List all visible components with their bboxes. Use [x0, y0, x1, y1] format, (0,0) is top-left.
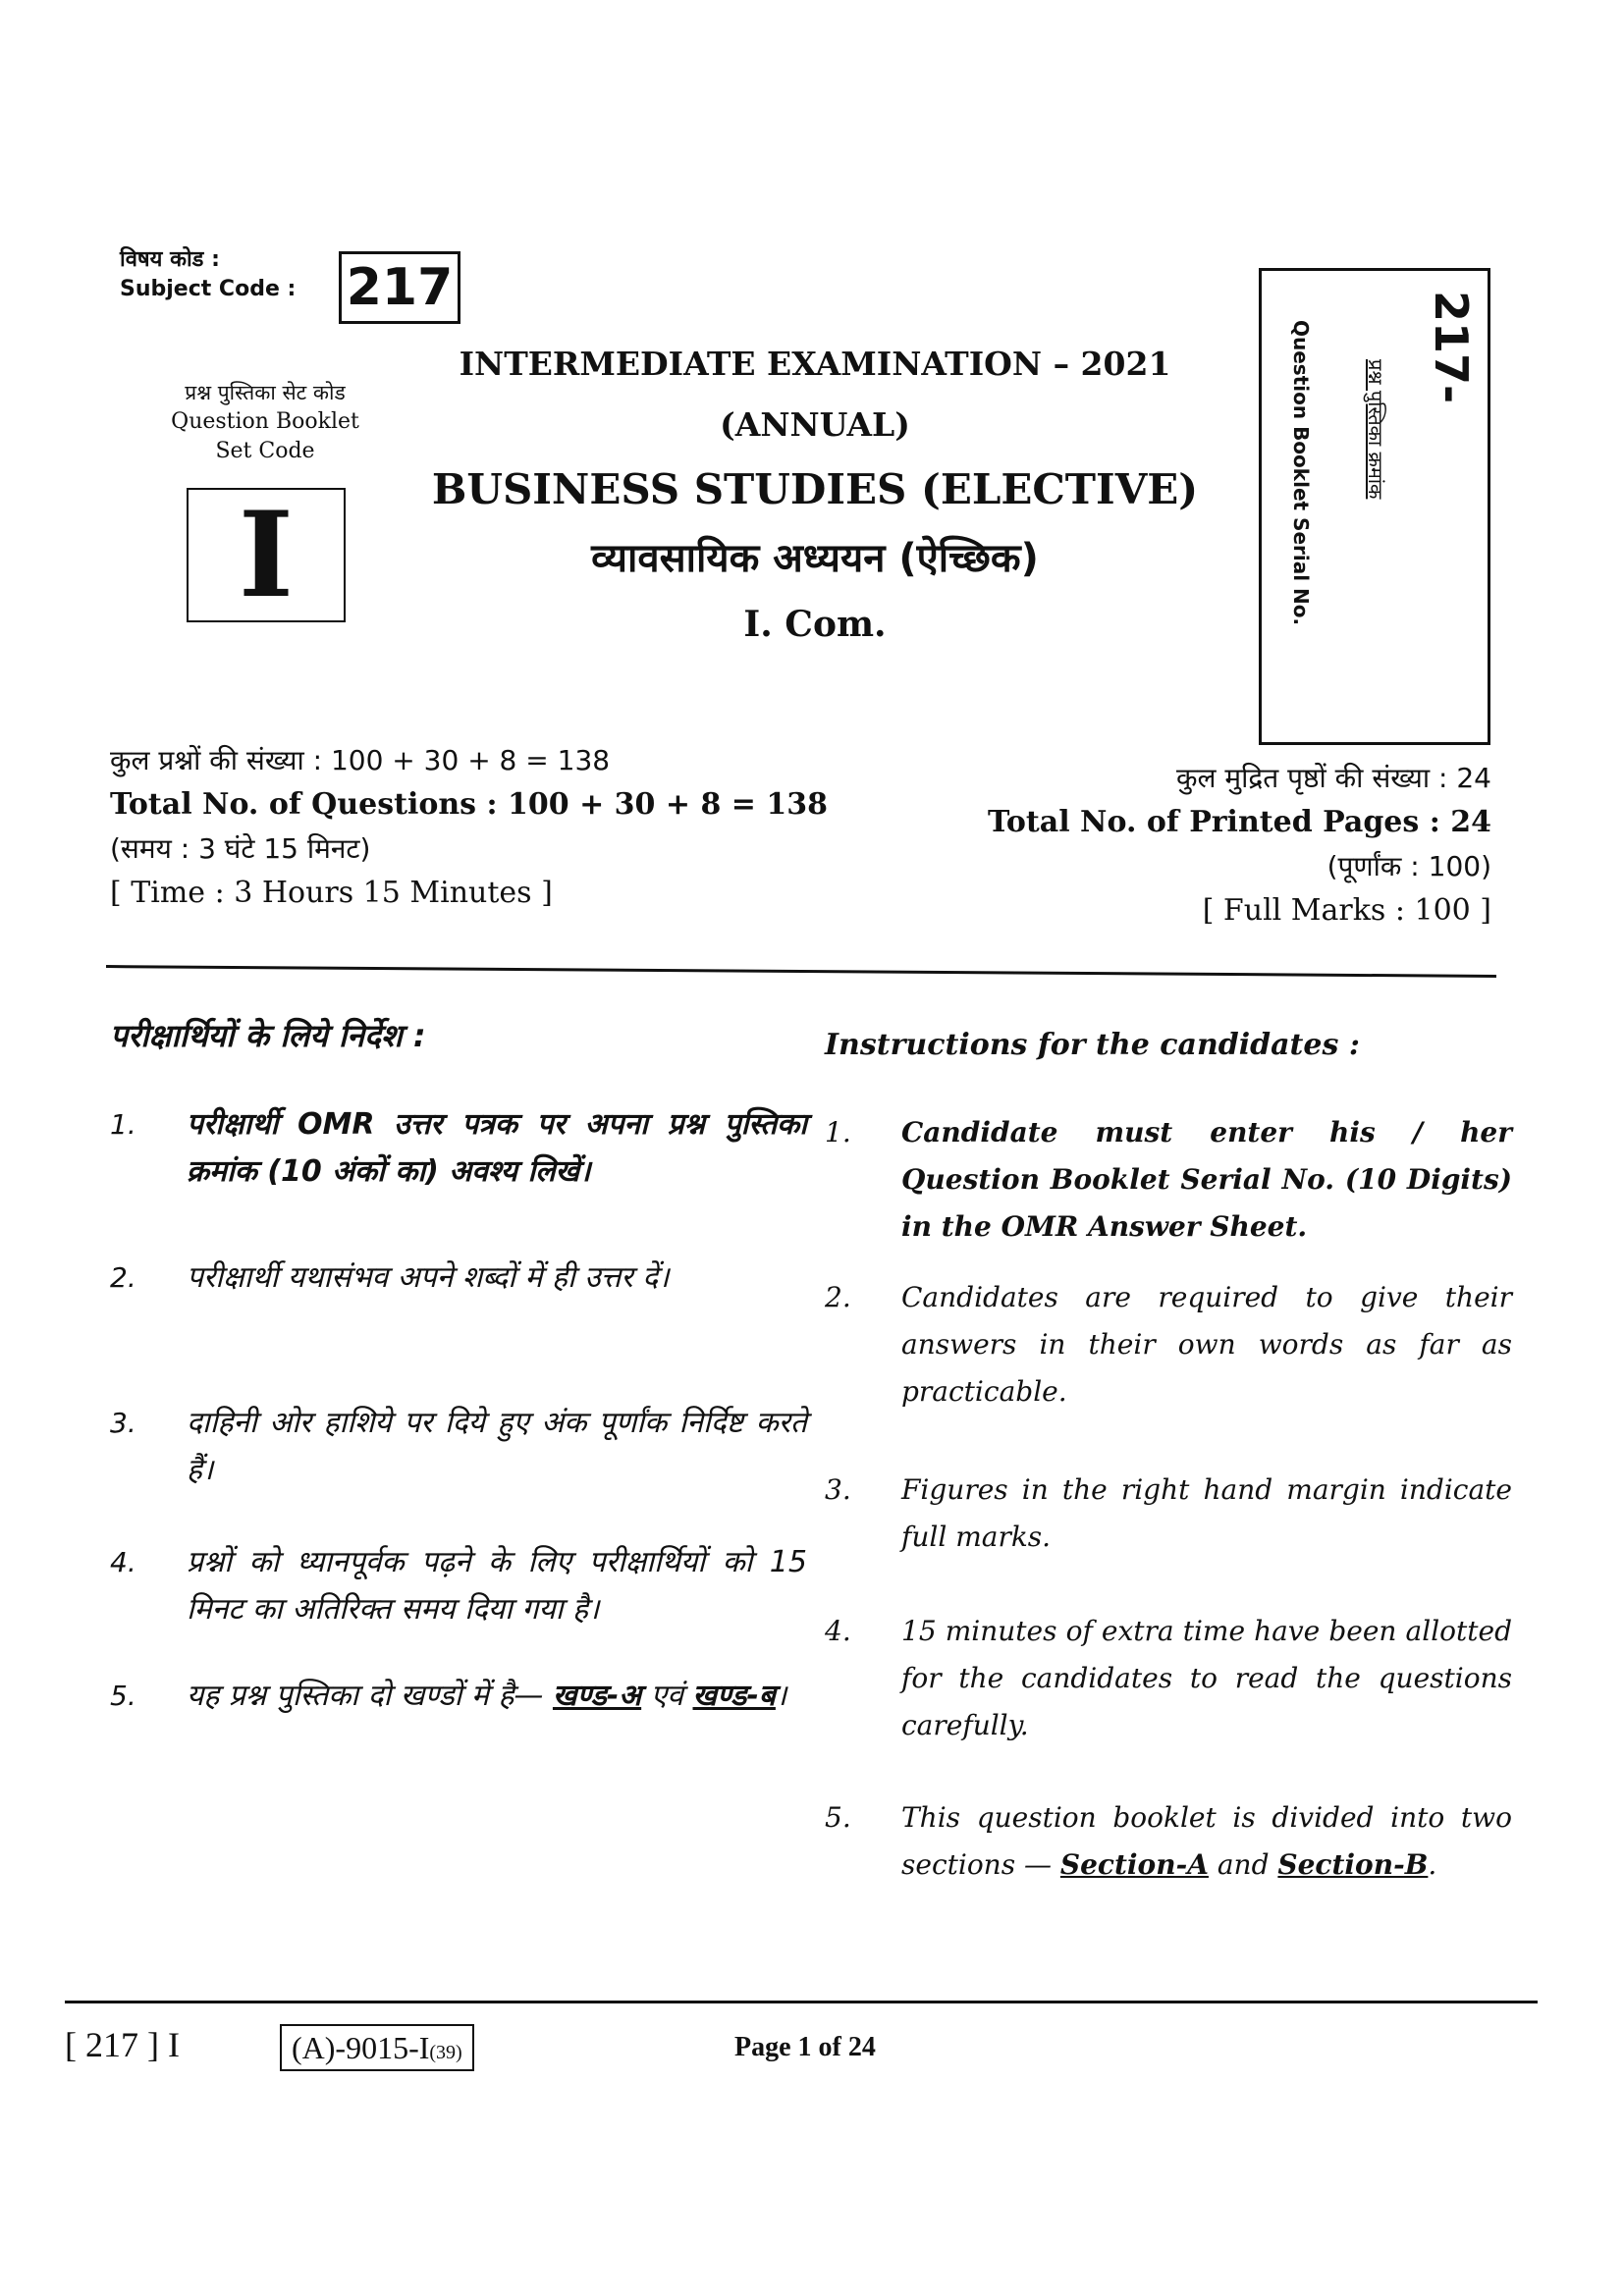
instruction-text-pre: This question booklet is divided into two sections — — [901, 1801, 1512, 1881]
instruction-number: 1. — [825, 1116, 851, 1148]
subject-title-en: BUSINESS STUDIES (ELECTIVE) — [431, 465, 1199, 513]
exam-title: INTERMEDIATE EXAMINATION – 2021 — [459, 345, 1171, 383]
questions-count-en: Total No. of Questions : 100 + 30 + 8 = 138 — [110, 787, 828, 822]
instruction-item — [825, 1608, 1512, 1749]
instruction-number: 2. — [110, 1261, 136, 1294]
instruction-text: प्रश्नों को ध्यानपूर्वक पढ़ने के लिए परीक्षार्थियों को 15 मिनट का अतिरिक्त समय दिया गया है। — [187, 1545, 807, 1627]
footer-page-number: Page 1 of 24 — [734, 2032, 876, 2062]
section-b-label: खण्ड-ब — [692, 1679, 776, 1713]
instruction-text: दाहिनी ओर हाशिये पर दिये हुए अंक पूर्णांक निर्दिष्ट करते हैं। — [187, 1406, 807, 1487]
section-a-label: खण्ड-अ — [552, 1679, 642, 1713]
instruction-item — [110, 1101, 807, 1196]
pages-count-en: Total No. of Printed Pages : 24 — [988, 805, 1491, 839]
set-code-label-en-1: Question Booklet — [171, 409, 359, 434]
exam-title-block — [412, 334, 1218, 656]
instruction-item — [110, 1539, 807, 1633]
instruction-item — [110, 1673, 807, 1720]
divider-bottom — [65, 2001, 1538, 2003]
instruction-text: परीक्षार्थी OMR उत्तर पत्रक पर अपना प्रश्न पुस्तिका क्रमांक (10 अंकों का) अवश्य लिखें। — [187, 1107, 807, 1189]
full-marks-en: [ Full Marks : 100 ] — [1202, 893, 1491, 928]
footer-booklet-code-main: (A)-9015-I — [292, 2030, 430, 2065]
instructions-heading-en: Instructions for the candidates : — [825, 1028, 1360, 1062]
instruction-number: 1. — [110, 1108, 136, 1141]
instruction-text: 15 minutes of extra time have been allotted for the candidates to read the questions carefully. — [901, 1615, 1512, 1741]
instructions-heading-hi: परीक्षार्थियों के लिये निर्देश : — [110, 1017, 426, 1054]
time-en: [ Time : 3 Hours 15 Minutes ] — [110, 876, 553, 910]
subject-code-label — [120, 245, 296, 304]
instruction-text: Candidate must enter his / her Question Booklet Serial No. (10 Digits) in the OMR Answer Sheet. — [901, 1116, 1512, 1243]
booklet-serial-label-en: Question Booklet Serial No. — [1289, 320, 1313, 626]
time-hi: (समय : 3 घंटे 15 मिनट) — [110, 832, 371, 865]
instruction-item — [825, 1794, 1512, 1889]
questions-count-hi: कुल प्रश्नों की संख्या : 100 + 30 + 8 = 138 — [110, 744, 611, 776]
instruction-number: 3. — [110, 1407, 136, 1439]
instruction-number: 4. — [110, 1546, 136, 1578]
set-code-label-hi: प्रश्न पुस्तिका सेट कोड — [185, 381, 346, 404]
meta-right — [988, 756, 1491, 933]
footer-subject-code: [ 217 ] I — [65, 2025, 180, 2064]
set-code-label-en-2: Set Code — [215, 439, 315, 463]
stream-label: I. Com. — [743, 604, 887, 645]
subject-title-hi: व्यावसायिक अध्ययन (ऐच्छिक) — [591, 536, 1039, 581]
meta-left — [110, 738, 828, 915]
section-b-label: Section-B — [1277, 1848, 1429, 1881]
instruction-item — [825, 1109, 1512, 1251]
instruction-text: Candidates are required to give their answers in their own words as far as practicable. — [901, 1281, 1512, 1408]
exam-type: (ANNUAL) — [720, 405, 910, 444]
set-code-box: I — [187, 488, 346, 622]
instruction-item — [110, 1400, 807, 1494]
instruction-text-mid: एवं — [641, 1679, 693, 1713]
instruction-text-pre: यह प्रश्न पुस्तिका दो खण्डों में है— — [187, 1679, 553, 1713]
instruction-text-post: . — [1428, 1848, 1437, 1881]
instructions-english — [825, 1021, 1512, 1889]
pages-count-hi: कुल मुद्रित पृष्ठों की संख्या : 24 — [1176, 762, 1491, 794]
divider-top — [106, 965, 1496, 978]
instruction-number: 5. — [110, 1680, 136, 1712]
full-marks-hi: (पूर्णांक : 100) — [1326, 850, 1491, 882]
instruction-text — [901, 1794, 1512, 1889]
instructions-hindi — [110, 1011, 807, 1720]
section-a-label: Section-A — [1059, 1848, 1209, 1881]
footer-booklet-code-sub: (39) — [429, 2042, 462, 2063]
subject-code-box: 217 — [339, 251, 460, 324]
subject-code-label-hi: विषय कोड : — [120, 247, 220, 272]
instruction-text — [187, 1673, 807, 1720]
instruction-item — [825, 1274, 1512, 1415]
instruction-number: 4. — [825, 1615, 851, 1647]
booklet-serial-number: 217- — [1425, 291, 1478, 404]
instruction-text: Figures in the right hand margin indicate full marks. — [901, 1473, 1512, 1553]
booklet-serial-label-hi: प्रश्न पुस्तिका क्रमांक — [1364, 359, 1387, 500]
set-code-label — [137, 378, 393, 466]
subject-code-label-en: Subject Code : — [120, 277, 297, 301]
instruction-number: 5. — [825, 1801, 851, 1834]
instruction-text-post: । — [775, 1679, 787, 1713]
instruction-text: परीक्षार्थी यथासंभव अपने शब्दों में ही उत्तर दें। — [187, 1260, 670, 1295]
instruction-number: 2. — [825, 1281, 851, 1313]
footer-booklet-code — [280, 2024, 474, 2071]
instruction-item — [110, 1255, 807, 1302]
instruction-text-mid: and — [1208, 1848, 1278, 1881]
instruction-item — [825, 1467, 1512, 1561]
booklet-serial-box — [1259, 268, 1490, 745]
instruction-number: 3. — [825, 1473, 851, 1506]
